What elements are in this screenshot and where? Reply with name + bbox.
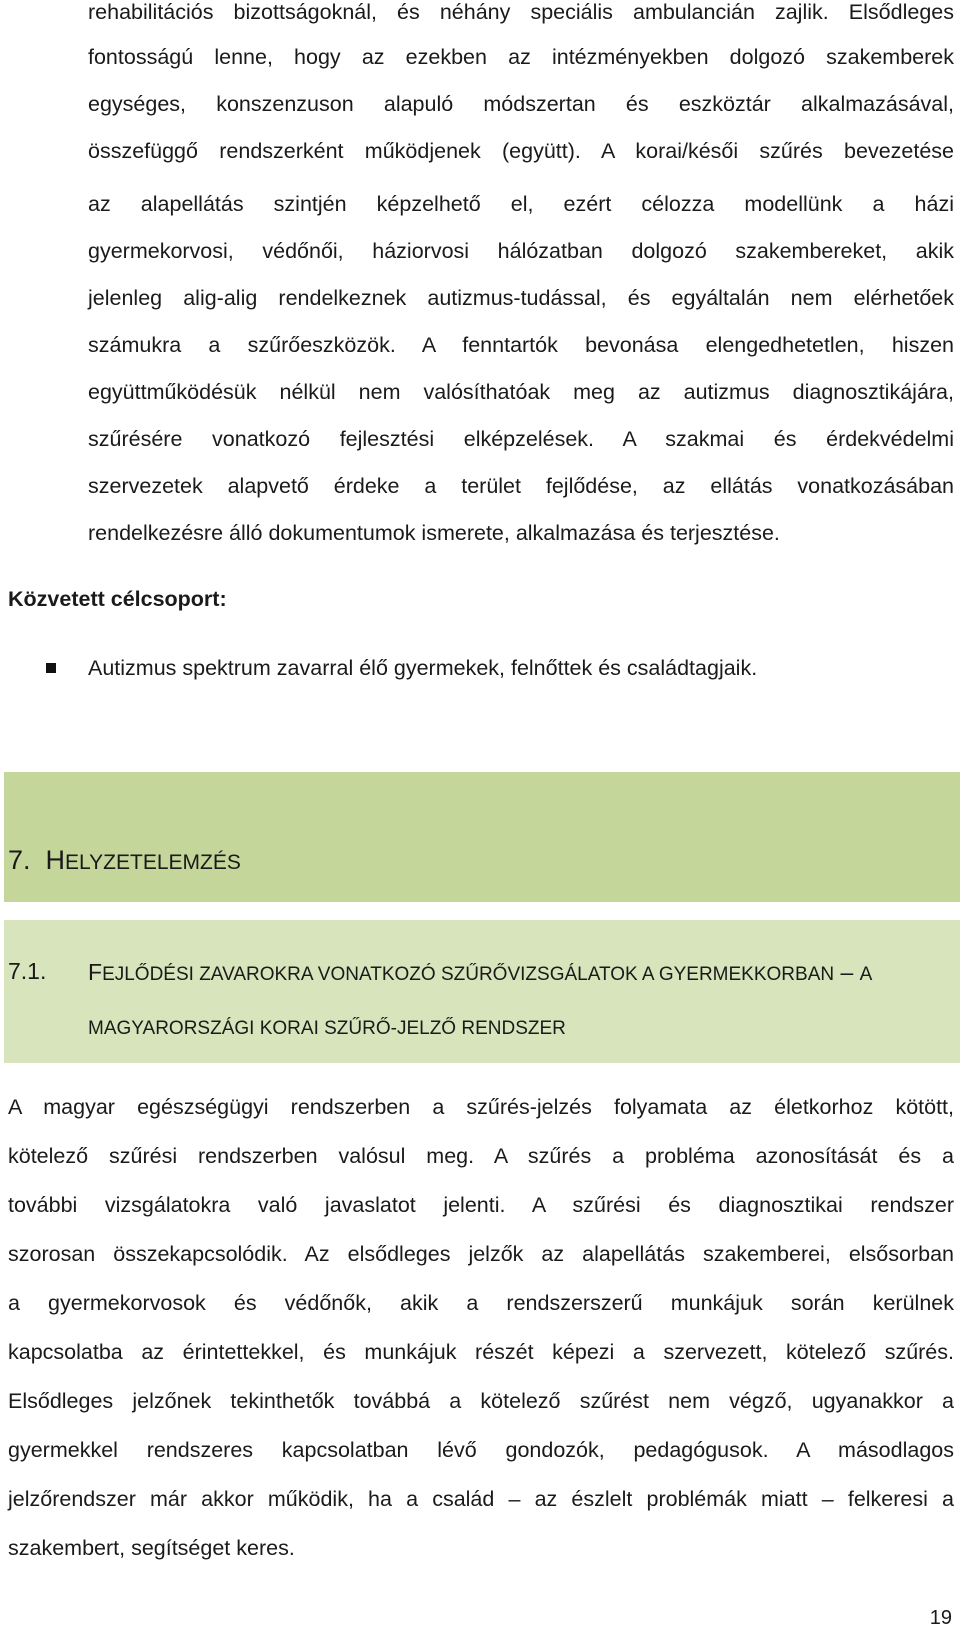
heading2-line1 xyxy=(88,957,872,990)
intro-line: gyermekorvosi, védőnői, háziorvosi hálózatban dolgozó szakembereket, akik xyxy=(88,239,954,263)
body-line: kapcsolatba az érintettekkel, és munkájuk részét képezi a szervezett, kötelező szűrés. xyxy=(8,1340,954,1364)
heading1-band xyxy=(4,772,960,902)
body-line: A magyar egészségügyi rendszerben a szűrés-jelzés folyamata az életkorhoz kötött, xyxy=(8,1095,954,1119)
heading2-number: 7.1. xyxy=(8,958,47,984)
heading1 xyxy=(8,842,241,881)
indirect-target-label: Közvetett célcsoport: xyxy=(8,587,227,611)
intro-line: számukra a szűrőeszközök. A fenntartók bevonása elengedhetetlen, hiszen xyxy=(88,333,954,357)
intro-line: szűrésére vonatkozó fejlesztési elképzelések. A szakmai és érdekvédelmi xyxy=(88,427,954,451)
body-line: a gyermekorvosok és védőnők, akik a rendszerszerű munkájuk során kerülnek xyxy=(8,1291,954,1315)
indirect-target-item: Autizmus spektrum zavarral élő gyermekek, felnőttek és családtagjaik. xyxy=(88,656,758,680)
intro-line: az alapellátás szintjén képzelhető el, ezért célozza modellünk a házi xyxy=(88,192,954,216)
intro-line: szervezetek alapvető érdeke a terület fejlődése, az ellátás vonatkozásában xyxy=(88,474,954,498)
bullet-square-icon xyxy=(46,663,56,673)
heading1-number: 7. xyxy=(8,845,31,875)
heading2-text-2: MAGYARORSZÁGI KORAI SZŰRŐ-JELZŐ RENDSZER xyxy=(88,1018,566,1039)
intro-line: fontosságú lenne, hogy az ezekben az intézményekben dolgozó szakemberek xyxy=(88,45,954,69)
heading2-dash: – xyxy=(834,959,860,985)
intro-line: egységes, konszenzuson alapuló módszertan és eszköztár alkalmazásával, xyxy=(88,92,954,116)
intro-line: jelenleg alig-alig rendelkeznek autizmus-tudással, és egyáltalán nem elérhetőek xyxy=(88,286,954,310)
body-line: gyermekkel rendszeres kapcsolatban lévő gondozók, pedagógusok. A másodlagos xyxy=(8,1438,954,1462)
body-line: szakembert, segítséget keres. xyxy=(8,1536,295,1560)
body-line: Elsődleges jelzőnek tekinthetők továbbá a kötelező szűrést nem végző, ugyanakkor a xyxy=(8,1389,954,1413)
heading1-cap: H xyxy=(45,845,66,875)
intro-line: rehabilitációs bizottságoknál, és néhány speciális ambulancián zajlik. Elsődleges xyxy=(88,0,954,24)
body-line: kötelező szűrési rendszerben valósul meg. A szűrés a probléma azonosítását és a xyxy=(8,1144,954,1168)
body-line: jelzőrendszer már akkor működik, ha a család – az észlelt problémák miatt – felkeresi a xyxy=(8,1487,954,1511)
heading2-text-a: A xyxy=(859,964,873,985)
body-line: szorosan összekapcsolódik. Az elsődleges jelzők az alapellátás szakemberei, elsősorban xyxy=(8,1242,954,1266)
body-line: további vizsgálatokra való javaslatot jelenti. A szűrési és diagnosztikai rendszer xyxy=(8,1193,954,1217)
intro-line: összefüggő rendszerként működjenek (együtt). A korai/késői szűrés bevezetése xyxy=(88,139,954,163)
page-number: 19 xyxy=(929,1607,952,1629)
intro-line: rendelkezésre álló dokumentumok ismerete, alkalmazása és terjesztése. xyxy=(88,521,780,545)
heading2-cap: F xyxy=(88,959,103,985)
heading1-rest: ELYZETELEMZÉS xyxy=(65,851,241,874)
heading2-line2 xyxy=(88,1014,566,1044)
intro-line: együttműködésük nélkül nem valósíthatóak meg az autizmus diagnosztikájára, xyxy=(88,380,954,404)
heading2-text: EJLŐDÉSI ZAVAROKRA VONATKOZÓ SZŰRŐVIZSGÁLATOK A GYERMEKKORBAN xyxy=(102,964,835,985)
